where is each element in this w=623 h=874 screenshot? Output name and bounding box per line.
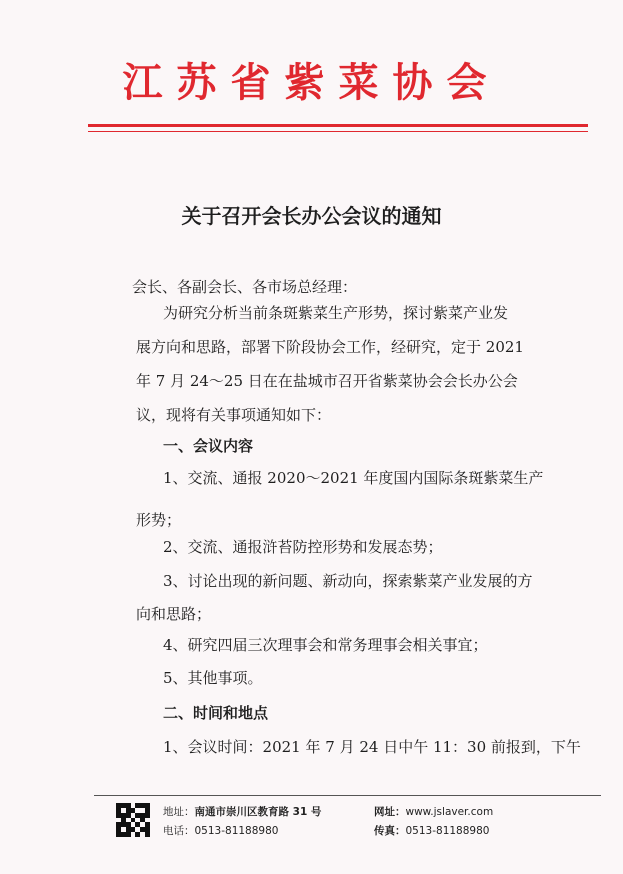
intro-line: 展方向和思路，部署下阶段协会工作，经研究，定于 2021 [136, 338, 524, 356]
phone-label: 电话： [163, 825, 195, 837]
section-heading-time-place: 二、时间和地点 [163, 704, 269, 722]
footer-fax [374, 822, 489, 840]
letterhead-thin-rule [88, 131, 588, 132]
section-heading-content: 一、会议内容 [163, 437, 254, 455]
document-title: 关于召开会长办公会议的通知 [181, 204, 442, 228]
intro-line: 为研究分析当前条斑紫菜生产形势，探讨紫菜产业发 [163, 304, 509, 322]
letterhead: 江苏省紫菜协会 [122, 59, 501, 106]
fax-label: 传真： [374, 825, 406, 837]
footer-website [374, 803, 493, 821]
intro-line: 议，现将有关事项通知如下： [136, 406, 332, 424]
item-line: 1、交流、通报 2020～2021 年度国内国际条斑紫菜生产 [163, 469, 544, 487]
intro-line: 年 7 月 24～25 日在在盐城市召开省紫菜协会会长办公会 [136, 372, 518, 390]
website-label: 网址： [374, 806, 406, 818]
fax-value: 0513-81188980 [405, 825, 490, 837]
website-value: www.jslaver.com [405, 806, 494, 818]
item-line: 4、研究四届三次理事会和常务理事会相关事宜； [163, 636, 488, 654]
footer-phone [163, 822, 278, 840]
item-line: 向和思路； [136, 605, 212, 623]
item-line: 2、交流、通报浒苔防控形势和发展态势； [163, 538, 443, 556]
salutation: 会长、各副会长、各市场总经理： [132, 278, 358, 296]
qr-code-icon [116, 803, 150, 837]
time-line: 1、会议时间：2021 年 7 月 24 日中午 11：30 前报到，下午 [163, 738, 581, 756]
address-value: 南通市崇川区教育路 31 号 [194, 806, 322, 818]
item-line: 5、其他事项。 [163, 669, 263, 687]
footer-address [163, 803, 321, 821]
address-label: 地址： [163, 806, 195, 818]
footer-rule [94, 795, 601, 796]
phone-value: 0513-81188980 [194, 825, 279, 837]
item-line: 形势； [136, 511, 182, 529]
item-line: 3、讨论出现的新问题、新动向，探索紫菜产业发展的方 [163, 572, 533, 590]
letterhead-thick-rule [88, 124, 588, 127]
